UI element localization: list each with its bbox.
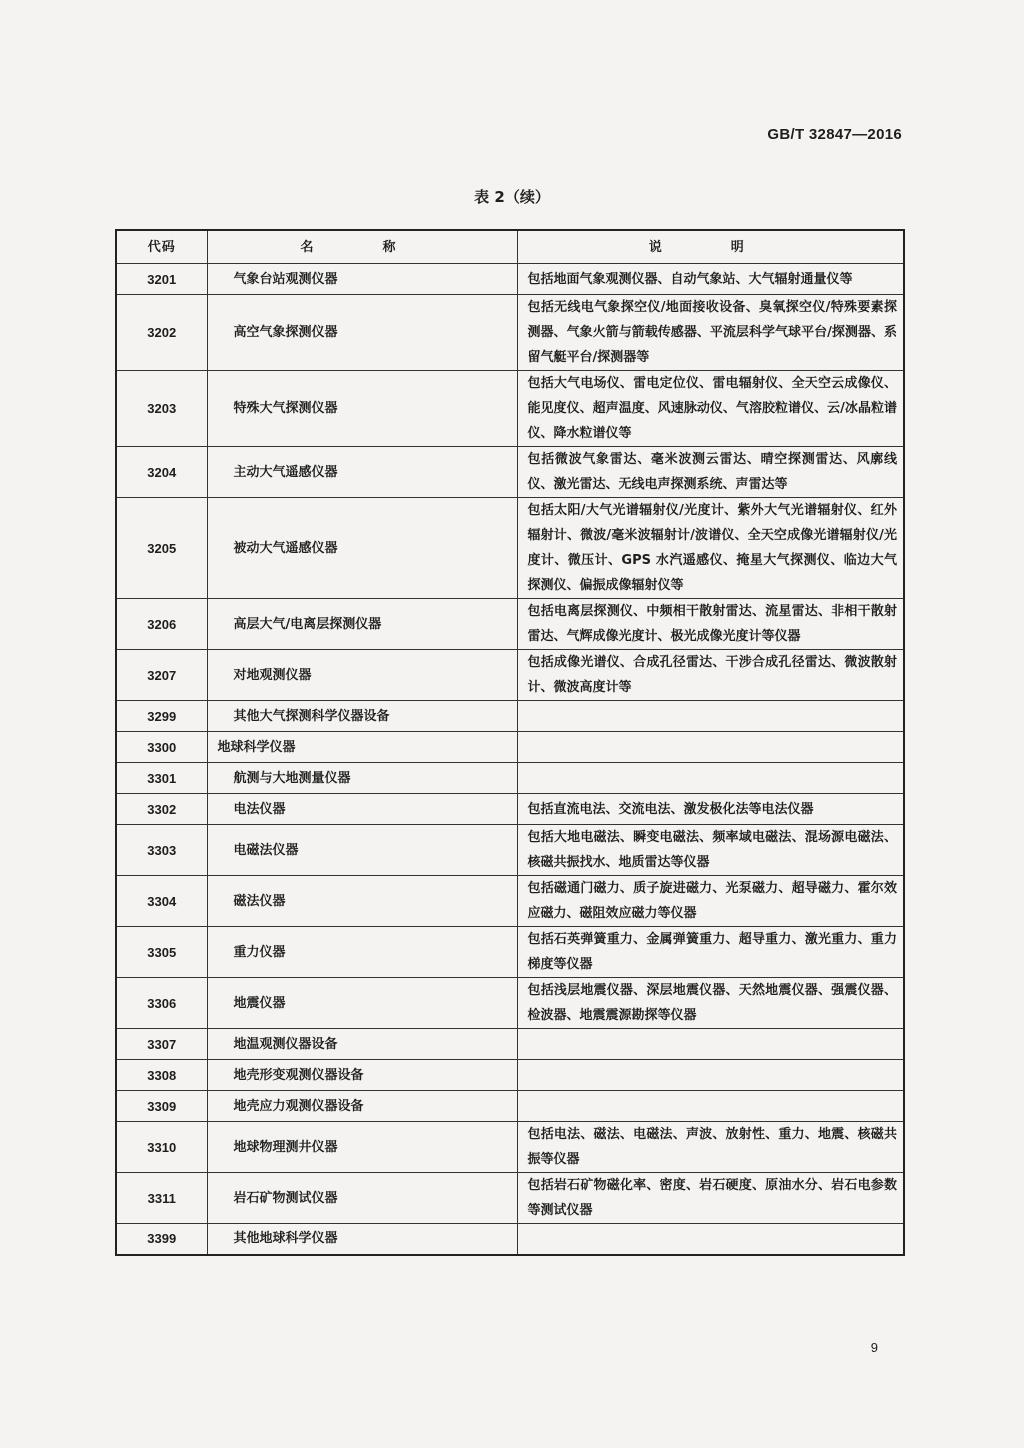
cell-description	[517, 701, 904, 732]
table-row	[116, 794, 904, 825]
table-row	[116, 447, 904, 498]
cell-description: 包括地面气象观测仪器、自动气象站、大气辐射通量仪等	[517, 264, 904, 295]
table-row	[116, 927, 904, 978]
cell-code: 3399	[116, 1224, 207, 1255]
column-header-code: 代码	[116, 230, 207, 264]
cell-name: 气象台站观测仪器	[207, 264, 517, 295]
cell-code: 3311	[116, 1173, 207, 1224]
cell-code: 3203	[116, 371, 207, 447]
cell-name: 特殊大气探测仪器	[207, 371, 517, 447]
table-row	[116, 978, 904, 1029]
cell-code: 3304	[116, 876, 207, 927]
table-row	[116, 876, 904, 927]
cell-name: 航测与大地测量仪器	[207, 763, 517, 794]
cell-description	[517, 763, 904, 794]
cell-name: 高层大气/电离层探测仪器	[207, 599, 517, 650]
table-row	[116, 1173, 904, 1224]
cell-name: 地壳形变观测仪器设备	[207, 1060, 517, 1091]
cell-code: 3306	[116, 978, 207, 1029]
table-row	[116, 599, 904, 650]
cell-code: 3207	[116, 650, 207, 701]
cell-name: 电法仪器	[207, 794, 517, 825]
cell-code: 3299	[116, 701, 207, 732]
cell-name: 重力仪器	[207, 927, 517, 978]
cell-code: 3205	[116, 498, 207, 599]
table-row	[116, 1060, 904, 1091]
table-header-row	[116, 230, 904, 264]
table-row	[116, 264, 904, 295]
cell-name: 地震仪器	[207, 978, 517, 1029]
cell-description	[517, 732, 904, 763]
cell-description	[517, 1060, 904, 1091]
page-number: 9	[870, 1340, 878, 1355]
cell-code: 3308	[116, 1060, 207, 1091]
cell-name: 地球科学仪器	[207, 732, 517, 763]
cell-code: 3310	[116, 1122, 207, 1173]
table-row	[116, 763, 904, 794]
cell-description: 包括直流电法、交流电法、激发极化法等电法仪器	[517, 794, 904, 825]
table-row-category	[116, 732, 904, 763]
table-row	[116, 1224, 904, 1255]
column-header-name: 名 称	[207, 230, 517, 264]
table-row	[116, 1122, 904, 1173]
cell-description	[517, 1091, 904, 1122]
cell-description: 包括成像光谱仪、合成孔径雷达、干涉合成孔径雷达、微波散射计、微波高度计等	[517, 650, 904, 701]
cell-description: 包括电离层探测仪、中频相干散射雷达、流星雷达、非相干散射雷达、气辉成像光度计、极光成像光度计等仪器	[517, 599, 904, 650]
cell-name: 地球物理测井仪器	[207, 1122, 517, 1173]
cell-name: 电磁法仪器	[207, 825, 517, 876]
cell-description	[517, 1224, 904, 1255]
cell-code: 3301	[116, 763, 207, 794]
cell-description: 包括大气电场仪、雷电定位仪、雷电辐射仪、全天空云成像仪、能见度仪、超声温度、风速脉动仪、气溶胶粒谱仪、云/冰晶粒谱仪、降水粒谱仪等	[517, 371, 904, 447]
cell-name: 高空气象探测仪器	[207, 295, 517, 371]
cell-description: 包括电法、磁法、电磁法、声波、放射性、重力、地震、核磁共振等仪器	[517, 1122, 904, 1173]
cell-name: 对地观测仪器	[207, 650, 517, 701]
table-row	[116, 498, 904, 599]
cell-description: 包括岩石矿物磁化率、密度、岩石硬度、原油水分、岩石电参数等测试仪器	[517, 1173, 904, 1224]
cell-code: 3201	[116, 264, 207, 295]
cell-description: 包括大地电磁法、瞬变电磁法、频率域电磁法、混场源电磁法、核磁共振找水、地质雷达等仪器	[517, 825, 904, 876]
table-row	[116, 650, 904, 701]
cell-description: 包括太阳/大气光谱辐射仪/光度计、紫外大气光谱辐射仪、红外辐射计、微波/毫米波辐射计/波谱仪、全天空成像光谱辐射仪/光度计、微压计、GPS 水汽遥感仪、掩星大气探测仪、临边大气探测仪、偏振成像辐射仪等	[517, 498, 904, 599]
cell-name: 地壳应力观测仪器设备	[207, 1091, 517, 1122]
cell-code: 3303	[116, 825, 207, 876]
cell-description: 包括微波气象雷达、毫米波测云雷达、晴空探测雷达、风廓线仪、激光雷达、无线电声探测系统、声雷达等	[517, 447, 904, 498]
cell-name: 岩石矿物测试仪器	[207, 1173, 517, 1224]
table-caption: 表 2（续）	[474, 188, 550, 206]
table-row	[116, 371, 904, 447]
cell-name: 主动大气遥感仪器	[207, 447, 517, 498]
table-row	[116, 701, 904, 732]
cell-code: 3302	[116, 794, 207, 825]
cell-name: 其他地球科学仪器	[207, 1224, 517, 1255]
cell-description: 包括磁通门磁力、质子旋进磁力、光泵磁力、超导磁力、霍尔效应磁力、磁阻效应磁力等仪器	[517, 876, 904, 927]
cell-name: 磁法仪器	[207, 876, 517, 927]
classification-table	[115, 229, 905, 1256]
cell-description	[517, 1029, 904, 1060]
cell-code: 3300	[116, 732, 207, 763]
cell-name: 被动大气遥感仪器	[207, 498, 517, 599]
cell-name: 地温观测仪器设备	[207, 1029, 517, 1060]
table-row	[116, 295, 904, 371]
column-header-description: 说 明	[517, 230, 904, 264]
table-row	[116, 1029, 904, 1060]
cell-description: 包括无线电气象探空仪/地面接收设备、臭氧探空仪/特殊要素探测器、气象火箭与箭载传感器、平流层科学气球平台/探测器、系留气艇平台/探测器等	[517, 295, 904, 371]
cell-code: 3204	[116, 447, 207, 498]
cell-code: 3305	[116, 927, 207, 978]
table-row	[116, 825, 904, 876]
cell-code: 3202	[116, 295, 207, 371]
table-row	[116, 1091, 904, 1122]
cell-description: 包括浅层地震仪器、深层地震仪器、天然地震仪器、强震仪器、检波器、地震震源勘探等仪器	[517, 978, 904, 1029]
cell-code: 3307	[116, 1029, 207, 1060]
cell-code: 3206	[116, 599, 207, 650]
cell-name: 其他大气探测科学仪器设备	[207, 701, 517, 732]
standard-number: GB/T 32847—2016	[767, 126, 902, 143]
cell-code: 3309	[116, 1091, 207, 1122]
cell-description: 包括石英弹簧重力、金属弹簧重力、超导重力、激光重力、重力梯度等仪器	[517, 927, 904, 978]
